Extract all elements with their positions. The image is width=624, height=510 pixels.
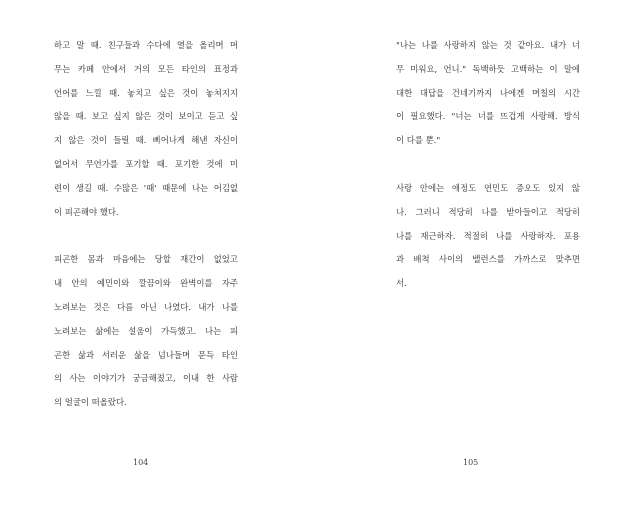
text-line: 나를 재근하자. 적절히 나를 사랑하자. 포용 — [396, 230, 580, 241]
text-line: 서. — [396, 278, 407, 289]
page-number-left: 104 — [133, 458, 149, 467]
left-text-column — [54, 34, 238, 415]
right-paragraph-1 — [396, 34, 580, 153]
text-line: 않을 때. 보고 싶지 않은 것이 보이고 듣고 싶 — [54, 111, 238, 122]
text-line: 없어서 무언가를 포기할 때. 포기한 것에 미 — [54, 158, 238, 169]
text-line: 곤한 삶과 서러운 삶을 넘나들며 문득 타인 — [54, 349, 238, 360]
text-line: 사랑 안에는 애정도 연민도 증오도 있지 않 — [396, 182, 580, 193]
right-page — [312, 0, 624, 510]
text-line: 무 미워요, 언니." 독백하듯 고백하는 이 말에 — [396, 63, 580, 74]
text-line: 련이 생길 때. 수많은 '때' 때문에 나는 어김없 — [54, 182, 238, 193]
text-line: 언어를 느낄 때. 놓치고 싶은 것이 놓쳐지지 — [54, 87, 238, 98]
text-line: "나는 나를 사랑하지 않는 것 같아요. 내가 너 — [396, 40, 580, 50]
text-line: 내 안의 예민이와 깔끔이와 완벽이를 자주 — [54, 278, 238, 289]
text-line: 이 다를 뿐." — [396, 135, 441, 146]
text-line: 의 얼굴이 떠올랐다. — [54, 397, 127, 408]
text-line: 하고 말 때. 친구들과 수다에 열을 올리며 머 — [54, 40, 238, 50]
text-line: 노려보는 삶에는 설움이 가득했고. 나는 피 — [54, 325, 238, 336]
right-paragraph-2 — [396, 177, 580, 296]
text-line: 이 필요했다. "너는 너를 뜨겁게 사랑해. 방식 — [396, 111, 580, 122]
right-text-column — [396, 34, 580, 296]
text-line: 무는 카페 안에서 거의 모든 타인의 표정과 — [54, 63, 238, 74]
left-paragraph-2 — [54, 248, 238, 415]
text-line: 이 피곤해야 했다. — [54, 206, 119, 217]
text-line: 나. 그러니 적당히 나를 받아들이고 적당히 — [396, 206, 580, 217]
paragraph-gap — [396, 153, 580, 177]
text-line: 지 않은 것이 들릴 때. 삐어나게 해낸 자신이 — [54, 135, 238, 146]
text-line: 의 사는 이야기가 궁금해졌고, 이내 한 사람 — [54, 373, 238, 384]
left-paragraph-1 — [54, 34, 238, 224]
page-number-right: 105 — [463, 458, 479, 467]
text-line: 노려보는 것은 다름 아닌 나였다. 내가 나를 — [54, 301, 238, 312]
paragraph-gap — [54, 224, 238, 248]
text-line: 과 배척 사이의 밸런스를 가까스로 맞추면 — [396, 254, 580, 265]
text-line: 대한 대답을 건네기까지 나에겐 며칠의 시간 — [396, 87, 580, 98]
text-line: 피곤한 몸과 마음에는 당할 재간이 없었고 — [54, 254, 238, 265]
